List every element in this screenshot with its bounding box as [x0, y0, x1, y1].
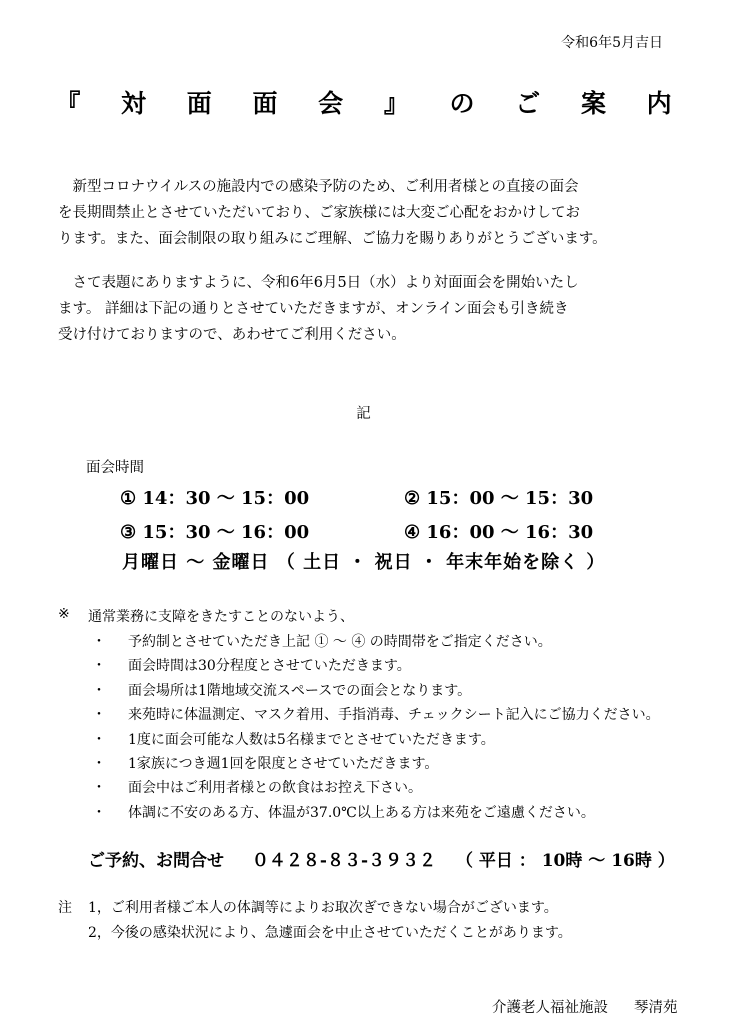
intro-line: ります。また、面会制限の取り組みにご理解、ご協力を賜りありがとうございます。	[58, 231, 607, 247]
body-line: 受け付けておりますので、あわせてご利用ください。	[58, 327, 406, 343]
note-text: 1家族につき週1回を限度とさせていただきます。	[128, 756, 439, 773]
bullet-icon: ・	[92, 780, 106, 797]
note-text: 来苑時に体温測定、マスク着用、手指消毒、チェックシート記入にご協力ください。	[128, 707, 660, 724]
contact-line	[88, 846, 679, 871]
list-item	[88, 752, 660, 776]
footnotes-section	[58, 896, 572, 946]
bullet-icon: ・	[92, 804, 106, 821]
intro-line: を長期間禁止とさせていただいており、ご家族様には大変ご心配をおかけしてお	[58, 205, 580, 221]
notes-intro: 通常業務に支障をきたすことのないよう、	[88, 609, 354, 625]
body-line: さて表題にありますように、令和6年6月5日（水）より対面面会を開始いたし	[58, 275, 579, 291]
bullet-icon: ・	[92, 682, 106, 699]
facility-name: 琴清苑	[634, 1000, 678, 1016]
list-item	[88, 776, 660, 800]
body-paragraph	[58, 270, 698, 348]
list-item	[88, 630, 660, 654]
contact-hours: （ 平日 ： 10時 〜 16時 ）	[455, 851, 675, 871]
bullet-icon: ・	[92, 658, 106, 675]
intro-line: 新型コロナウイルスの施設内での感染予防のため、ご利用者様との直接の面会	[58, 179, 579, 195]
bullet-icon: ・	[92, 634, 106, 650]
bullet-icon: ・	[92, 731, 106, 748]
note-text: 予約制とさせていただき上記 ① 〜 ④ の時間帯をご指定ください。	[128, 634, 552, 650]
note-text: 面会場所は1階地域交流スペースでの面会となります。	[128, 682, 472, 699]
footnote-label: 注	[58, 900, 72, 916]
visit-hours-label: 面会時間	[86, 460, 144, 476]
notes-list	[88, 630, 660, 825]
facility-type: 介護老人福祉施設	[492, 1000, 608, 1016]
list-item	[88, 679, 660, 703]
time-slot-1: ① 14：30 〜 15：00	[120, 488, 310, 509]
list-item	[88, 654, 660, 678]
visit-days: 月曜日 〜 金曜日 （ 土日 ・ 祝日 ・ 年末年始を除く ）	[122, 552, 606, 573]
body-line: ます。 詳細は下記の通りとさせていただきますが、オンライン面会も引き続き	[58, 301, 569, 317]
footnote-item: 2，今後の感染状況により、急遽面会を中止させていただくことがあります。	[88, 925, 572, 941]
footnote-item: 1，ご利用者様ご本人の体調等によりお取次ぎできない場合がございます。	[88, 900, 558, 916]
document-date: 令和6年5月吉日	[561, 35, 663, 51]
note-text: 面会中はご利用者様との飲食はお控え下さい。	[128, 780, 422, 797]
bullet-icon: ・	[92, 756, 106, 773]
list-item	[88, 728, 660, 752]
time-slot-2: ② 15：00 〜 15：30	[404, 488, 594, 509]
contact-label: ご予約、お問合せ	[88, 851, 224, 871]
bullet-icon: ・	[92, 707, 106, 724]
intro-paragraph	[58, 174, 698, 252]
notes-section	[58, 606, 660, 825]
list-item	[88, 703, 660, 727]
time-slot-4: ④ 16：00 〜 16：30	[404, 522, 594, 543]
note-mark: ※	[58, 606, 70, 622]
note-text: 面会時間は30分程度とさせていただきます。	[128, 658, 411, 675]
ki-heading: 記	[356, 406, 371, 422]
facility-signature	[492, 996, 678, 1017]
time-slot-3: ③ 15：30 〜 16：00	[120, 522, 310, 543]
phone-number: ０４２８-８３-３９３２	[251, 851, 437, 871]
note-text: 体調に不安のある方、体温が37.0℃以上ある方は来苑をご遠慮ください。	[128, 804, 595, 821]
page-title: 『 対 面 面 会 』 の ご 案 内	[55, 89, 688, 118]
note-text: 1度に面会可能な人数は5名様までとさせていただきます。	[128, 731, 495, 748]
list-item	[88, 801, 660, 825]
